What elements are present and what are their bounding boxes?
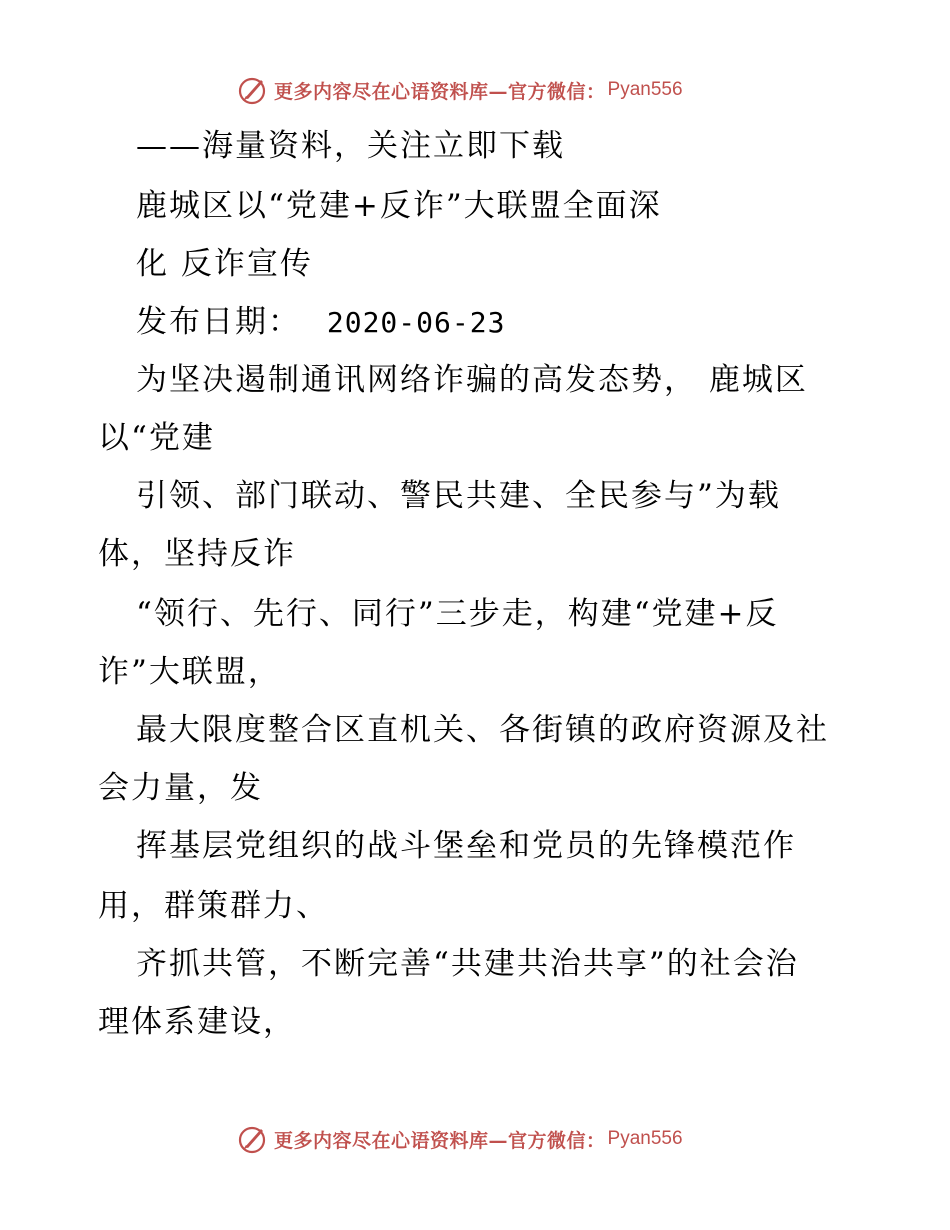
doc-line: 诈”大联盟，	[98, 654, 281, 690]
doc-line: “领行、先行、同行”三步走，构建“党建+反	[136, 596, 779, 632]
doc-line: 用，群策群力、	[98, 888, 329, 924]
watermark-text: 更多内容尽在心语资料库—官方微信：	[274, 1129, 606, 1152]
doc-line: 理体系建设，	[98, 1004, 296, 1040]
doc-line: 齐抓共管，不断完善“共建共治共享”的社会治	[136, 946, 799, 982]
publish-date	[136, 302, 505, 343]
doc-line: ——海量资料，关注立即下载	[136, 128, 565, 164]
watermark-wechat-id: Pyan556	[607, 1128, 683, 1149]
quill-pen-logo-icon	[236, 1123, 268, 1155]
doc-line: 最大限度整合区直机关、各街镇的政府资源及社	[136, 712, 829, 748]
watermark-wechat-id: Pyan556	[607, 79, 683, 100]
doc-line: 体，坚持反诈	[98, 536, 296, 572]
doc-line: 为坚决遏制通讯网络诈骗的高发态势， 鹿城区	[136, 362, 808, 398]
doc-line: 引领、部门联动、警民共建、全民参与”为载	[136, 478, 781, 514]
publish-date-label: 发布日期：	[136, 304, 301, 340]
quill-pen-logo-icon	[236, 74, 268, 106]
watermark-text: 更多内容尽在心语资料库—官方微信：	[274, 80, 606, 103]
publish-date-value: 2020-06-23	[326, 306, 506, 339]
article-title-line-1: 鹿城区以“党建+反诈”大联盟全面深	[136, 188, 662, 224]
article-title-line-2: 化 反诈宣传	[136, 246, 313, 282]
header-watermark	[236, 73, 683, 107]
footer-watermark	[236, 1122, 683, 1156]
doc-line: 挥基层党组织的战斗堡垒和党员的先锋模范作	[136, 828, 796, 864]
doc-line: 以“党建	[98, 420, 215, 456]
doc-line: 会力量，发	[98, 770, 263, 806]
